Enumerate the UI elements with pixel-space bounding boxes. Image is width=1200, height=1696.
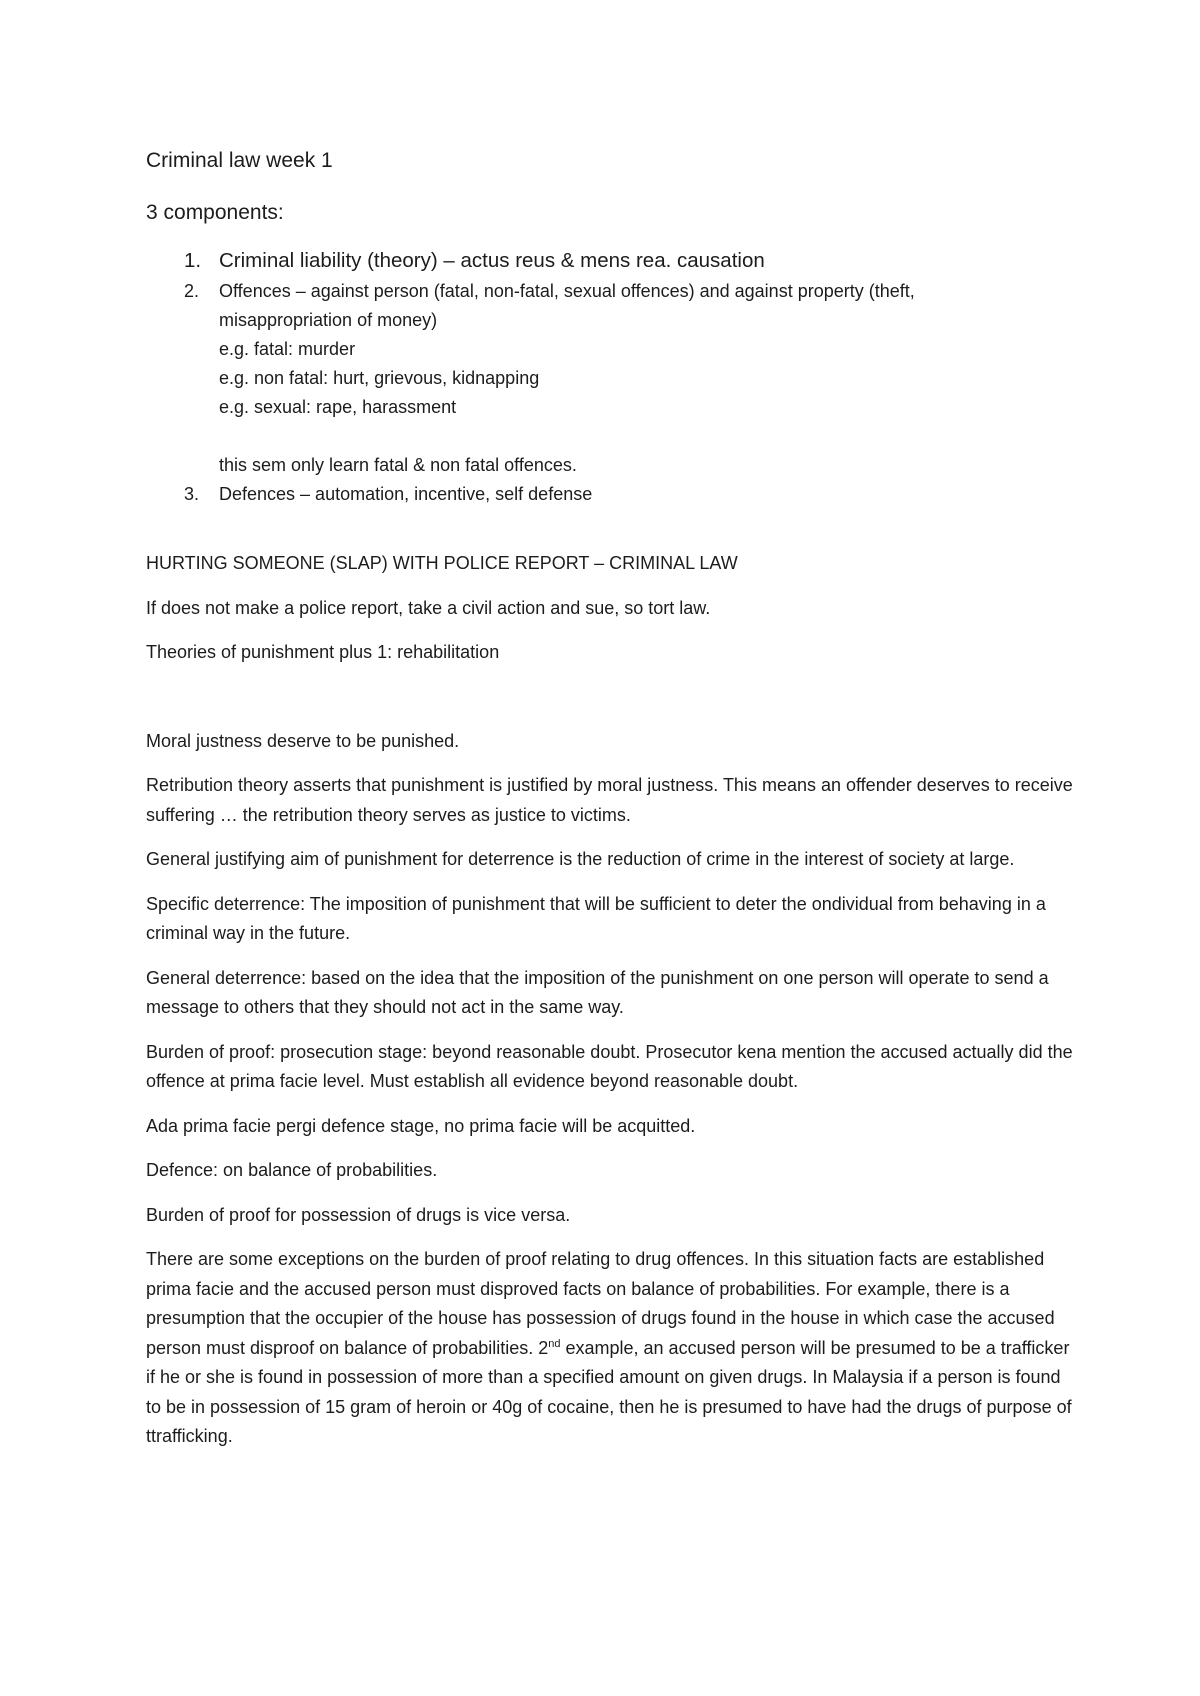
paragraph: HURTING SOMEONE (SLAP) WITH POLICE REPORT – CRIMINAL LAW bbox=[146, 553, 738, 573]
paragraph bbox=[146, 1245, 1076, 1452]
paragraph: Defence: on balance of probabilities. bbox=[146, 1160, 438, 1180]
paragraph: Retribution theory asserts that punishment is justified by moral justness. This means an offender deserves to receive suffering … the retribution theory serves as justice to victims. bbox=[146, 775, 1073, 825]
paragraph: Moral justness deserve to be punished. bbox=[146, 730, 460, 751]
paragraph: Theories of punishment plus 1: rehabilitation bbox=[146, 642, 500, 662]
note-line: this sem only learn fatal & non fatal offences. bbox=[219, 455, 577, 475]
paragraph-text: There are some exceptions on the burden of proof relating to drug offences. In this situation facts are established prima facie and the accused person must disproved facts on balance of probabilities. For example, there is a presumption that the occupier of the house has possession of drugs found in the house in which case the accused person must disproof on balance of probabilities. 2 bbox=[146, 1249, 1055, 1358]
list-item-text: misappropriation of money) bbox=[219, 310, 438, 330]
example-line: e.g. sexual: rape, harassment bbox=[219, 397, 457, 417]
paragraph: General deterrence: based on the idea that the imposition of the punishment on one person will operate to send a message to others that they should not act in the same way. bbox=[146, 967, 1049, 1017]
example-line: e.g. non fatal: hurt, grievous, kidnapping bbox=[219, 368, 540, 388]
paragraph: Burden of proof for possession of drugs is vice versa. bbox=[146, 1204, 571, 1225]
paragraph: Ada prima facie pergi defence stage, no prima facie will be acquitted. bbox=[146, 1115, 696, 1136]
example-line: e.g. fatal: murder bbox=[219, 339, 356, 359]
paragraph-text: example, an accused person will be presumed to be a trafficker if he or she is found in possession of more than a specified amount on given drugs. In Malaysia if a person is found to be in possession of 15 gram of heroin or 40g of cocaine, then he is presumed to have had the drugs of purpose of ttrafficking. bbox=[146, 1337, 1072, 1446]
paragraph: Burden of proof: prosecution stage: beyond reasonable doubt. Prosecutor kena mention the accused actually did the offence at prima facie level. Must establish all evidence beyond reasonable doubt. bbox=[146, 1041, 1073, 1091]
components-list bbox=[146, 246, 1076, 509]
blank-line bbox=[219, 422, 1076, 451]
ordinal-superscript: nd bbox=[548, 1337, 561, 1350]
document-title: Criminal law week 1 bbox=[146, 149, 333, 172]
list-item bbox=[146, 277, 1076, 480]
list-number: 1. bbox=[184, 249, 202, 272]
paragraph: General justifying aim of punishment for deterrence is the reduction of crime in the interest of society at large. bbox=[146, 849, 1015, 869]
list-number: 3. bbox=[184, 484, 200, 504]
components-heading: 3 components: bbox=[146, 201, 284, 224]
list-item bbox=[146, 480, 1076, 509]
list-item-text: Offences – against person (fatal, non-fatal, sexual offences) and against property (theft, bbox=[219, 281, 915, 301]
list-item-text: Criminal liability (theory) – actus reus & mens rea. causation bbox=[219, 249, 765, 272]
paragraph: Specific deterrence: The imposition of punishment that will be sufficient to deter the ondividual from behaving in a criminal way in the future. bbox=[146, 893, 1046, 943]
document-page bbox=[146, 146, 1076, 1467]
list-number: 2. bbox=[184, 281, 200, 301]
list-item bbox=[146, 246, 1076, 275]
paragraph: If does not make a police report, take a civil action and sue, so tort law. bbox=[146, 597, 711, 618]
list-item-text: Defences – automation, incentive, self defense bbox=[219, 484, 593, 504]
